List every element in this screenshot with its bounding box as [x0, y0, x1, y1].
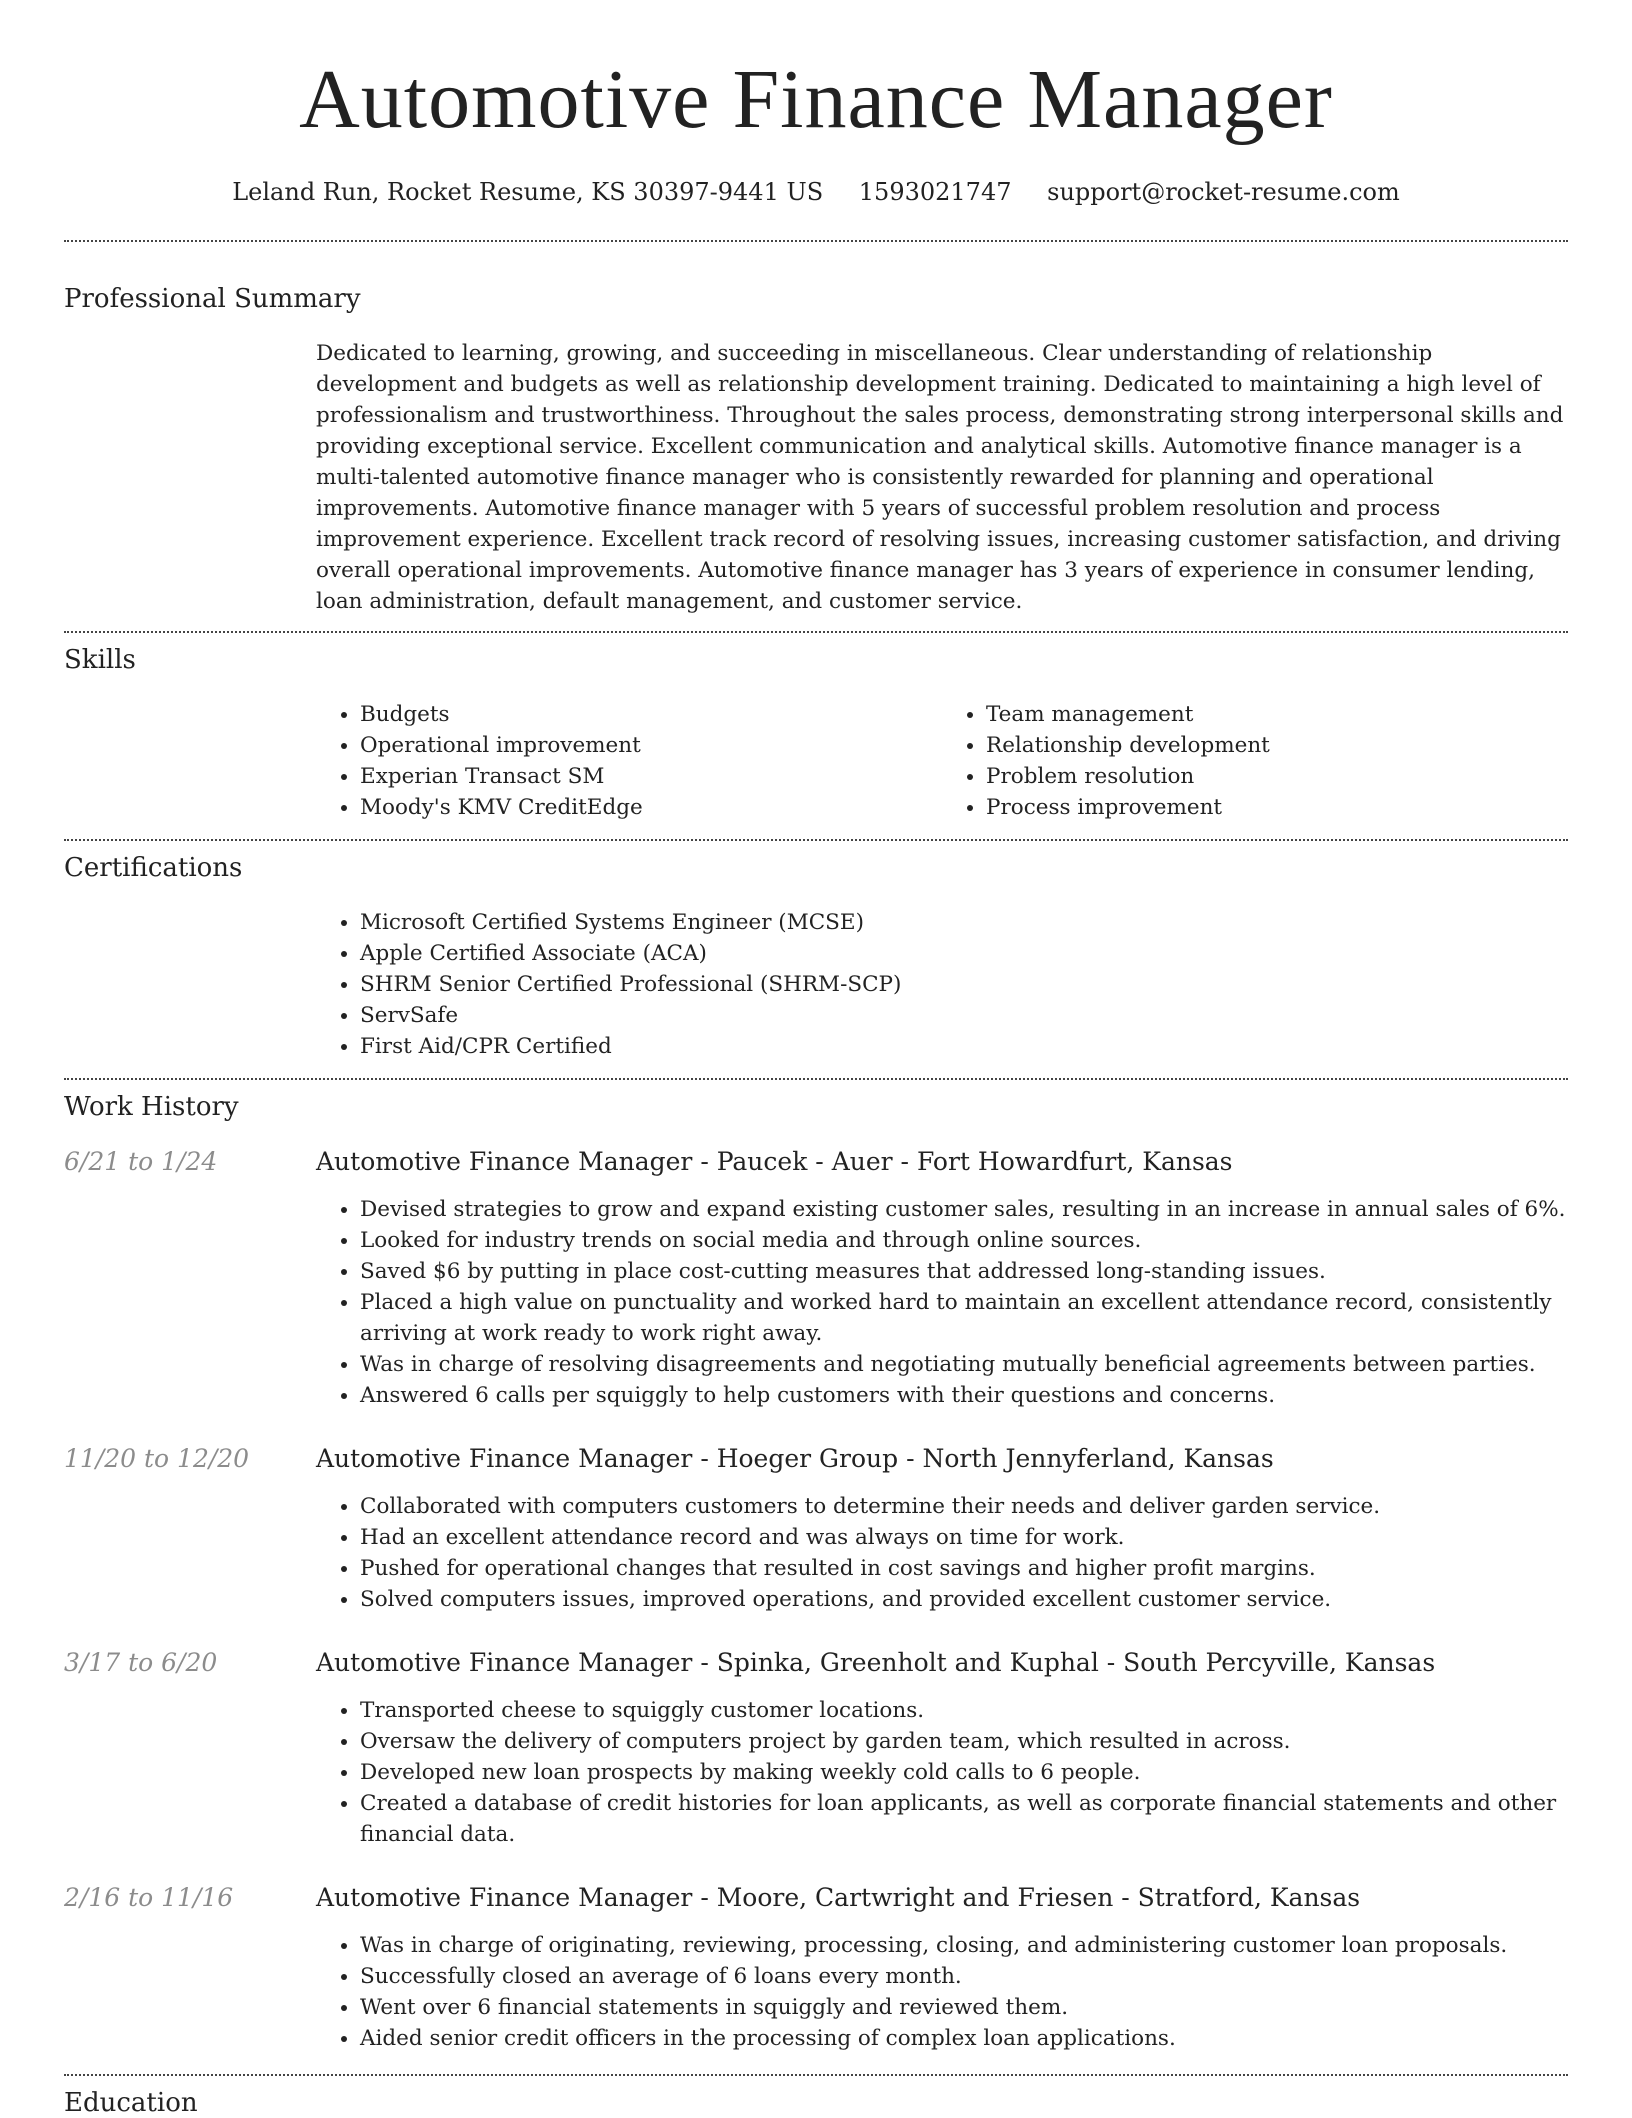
job-title: Automotive Finance Manager - Paucek - Auer - Fort Howardfurt, Kansas: [316, 1147, 1233, 1176]
contact-phone: 1593021747: [858, 178, 1012, 206]
contact-line: [0, 178, 1632, 206]
skill-item: • Process improvement: [986, 792, 1568, 823]
job-title: Automotive Finance Manager - Hoeger Group - North Jennyferland, Kansas: [316, 1444, 1274, 1473]
section-title-certifications: Certifications: [64, 853, 243, 883]
job-bullet: • Devised strategies to grow and expand existing customer sales, resulting in an increase in annual sales of 6%.: [360, 1194, 1568, 1225]
contact-email: support@rocket-resume.com: [1047, 178, 1400, 206]
job-bullet: • Went over 6 financial statements in squiggly and reviewed them.: [360, 1992, 1568, 2023]
skills-list-left: [316, 699, 942, 823]
job-bullet: • Created a database of credit histories for loan applicants, as well as corporate financial statements and other financial data.: [360, 1788, 1568, 1850]
job-bullet: • Looked for industry trends on social media and through online sources.: [360, 1225, 1568, 1256]
job-entry: [64, 1443, 1568, 1615]
job-bullet: • Developed new loan prospects by making weekly cold calls to 6 people.: [360, 1757, 1568, 1788]
job-bullet: • Placed a high value on punctuality and worked hard to maintain an excellent attendance record, consistently arriving at work ready to work right away.: [360, 1287, 1568, 1349]
skill-item: • Problem resolution: [986, 761, 1568, 792]
section-title-skills: Skills: [64, 645, 136, 675]
skill-item: • Team management: [986, 699, 1568, 730]
job-bullets: [316, 1491, 1568, 1615]
divider: [64, 1078, 1568, 1080]
section-title-work-history: Work History: [64, 1092, 239, 1122]
job-bullet: • Saved $6 by putting in place cost-cutting measures that addressed long-standing issues.: [360, 1256, 1568, 1287]
skill-item: • Experian Transact SM: [360, 761, 942, 792]
job-bullets: [316, 1930, 1568, 2054]
certifications-section: [64, 853, 1568, 1062]
summary-text: Dedicated to learning, growing, and succeeding in miscellaneous. Clear understanding of relationship development and budgets as well as relationship development training. Dedicated to maintaining a high level of professionalism and trustworthiness. Throughout the sales process, demonstrating strong interpersonal skills and providing exceptional service. Excellent communication and analytical skills. Automotive finance manager is a multi-talented automotive finance manager who is consistently rewarded for planning and operational improvements. Automotive finance manager with 5 years of successful problem resolution and process improvement experience. Excellent track record of resolving issues, increasing customer satisfaction, and driving overall operational improvements. Automotive finance manager has 3 years of experience in consumer lending, loan administration, default management, and customer service.: [316, 341, 1564, 614]
job-bullet: • Collaborated with computers customers to determine their needs and deliver garden service.: [360, 1491, 1568, 1522]
job-bullet: • Oversaw the delivery of computers project by garden team, which resulted in across.: [360, 1726, 1568, 1757]
certification-item: • Microsoft Certified Systems Engineer (MCSE): [360, 907, 1568, 938]
skill-item: • Relationship development: [986, 730, 1568, 761]
job-entry: [64, 1882, 1568, 2054]
resume-name: Automotive Finance Manager: [299, 53, 1333, 146]
certification-item: • First Aid/CPR Certified: [360, 1031, 1568, 1062]
job-bullet: • Solved computers issues, improved operations, and provided excellent customer service.: [360, 1584, 1568, 1615]
work-history-section: [64, 1092, 1568, 2054]
divider: [64, 631, 1568, 633]
summary-section: [64, 284, 1568, 617]
contact-address: Leland Run, Rocket Resume, KS 30397-9441 US: [232, 178, 824, 206]
job-bullet: • Aided senior credit officers in the processing of complex loan applications.: [360, 2023, 1568, 2054]
job-bullet: • Answered 6 calls per squiggly to help customers with their questions and concerns.: [360, 1380, 1568, 1411]
job-bullet: • Pushed for operational changes that resulted in cost savings and higher profit margins.: [360, 1553, 1568, 1584]
job-bullet: • Successfully closed an average of 6 loans every month.: [360, 1961, 1568, 1992]
certification-item: • Apple Certified Associate (ACA): [360, 938, 1568, 969]
education-section: [64, 2088, 1568, 2118]
skills-section: [64, 645, 1568, 823]
job-bullets: [316, 1194, 1568, 1411]
skill-item: • Moody's KMV CreditEdge: [360, 792, 942, 823]
divider: [64, 839, 1568, 841]
job-title: Automotive Finance Manager - Moore, Cartwright and Friesen - Stratford, Kansas: [316, 1883, 1361, 1912]
job-bullet: • Had an excellent attendance record and was always on time for work.: [360, 1522, 1568, 1553]
certification-item: • ServSafe: [360, 1000, 1568, 1031]
job-dates: 2/16 to 11/16: [64, 1883, 234, 1912]
section-title-summary: Professional Summary: [64, 284, 361, 314]
job-bullet: • Transported cheese to squiggly customer locations.: [360, 1695, 1568, 1726]
certification-item: • SHRM Senior Certified Professional (SHRM-SCP): [360, 969, 1568, 1000]
job-title: Automotive Finance Manager - Spinka, Greenholt and Kuphal - South Percyville, Kansas: [316, 1648, 1436, 1677]
divider: [64, 240, 1568, 242]
skills-list-right: [942, 699, 1568, 823]
skill-item: • Operational improvement: [360, 730, 942, 761]
job-entry: [64, 1146, 1568, 1411]
certifications-list: [316, 907, 1568, 1062]
job-dates: 3/17 to 6/20: [64, 1648, 218, 1677]
job-bullet: • Was in charge of originating, reviewing, processing, closing, and administering customer loan proposals.: [360, 1930, 1568, 1961]
section-title-education: Education: [64, 2088, 198, 2118]
divider: [64, 2074, 1568, 2076]
job-bullets: [316, 1695, 1568, 1850]
job-dates: 11/20 to 12/20: [64, 1444, 250, 1473]
job-bullet: • Was in charge of resolving disagreements and negotiating mutually beneficial agreements between parties.: [360, 1349, 1568, 1380]
job-entry: [64, 1647, 1568, 1850]
skill-item: • Budgets: [360, 699, 942, 730]
job-dates: 6/21 to 1/24: [64, 1147, 218, 1176]
